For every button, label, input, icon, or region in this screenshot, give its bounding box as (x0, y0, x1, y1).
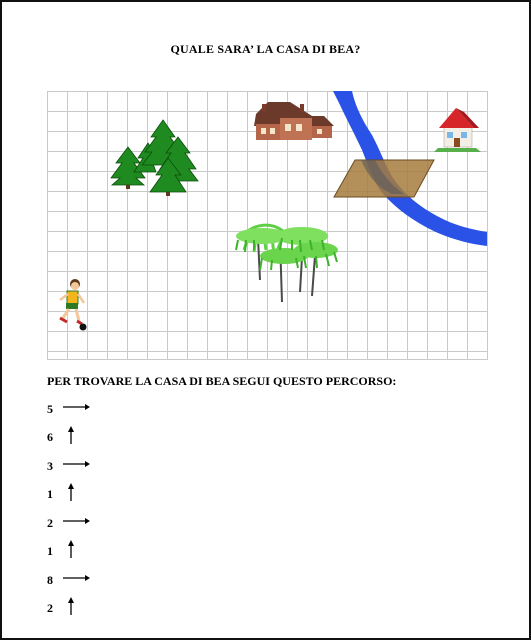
step-count: 1 (47, 487, 53, 501)
up-arrow-icon (61, 483, 91, 503)
up-arrow-icon (61, 597, 91, 617)
up-arrow-icon (61, 426, 91, 446)
step-count: 2 (47, 516, 53, 530)
step-5 (47, 516, 107, 536)
instructions-text: PER TROVARE LA CASA DI BEA SEGUI QUESTO PERCORSO: (47, 374, 397, 388)
willow-trees-icon (236, 225, 338, 302)
right-arrow-icon (61, 398, 91, 418)
up-arrow-icon (61, 540, 91, 560)
step-1 (47, 402, 107, 422)
step-count: 5 (47, 402, 53, 416)
brick-house-icon (254, 102, 334, 140)
step-2 (47, 430, 107, 450)
step-7 (47, 573, 107, 593)
right-arrow-icon (61, 569, 91, 589)
page-title: QUALE SARA’ LA CASA DI BEA? (170, 42, 361, 56)
step-count: 3 (47, 459, 53, 473)
step-4 (47, 487, 107, 507)
step-8 (47, 601, 107, 621)
red-roof-house-icon (434, 108, 481, 152)
step-6 (47, 544, 107, 564)
girl-with-ball-icon (60, 279, 87, 331)
step-count: 2 (47, 601, 53, 615)
step-count: 6 (47, 430, 53, 444)
pine-trees-icon (111, 120, 198, 196)
right-arrow-icon (61, 455, 91, 475)
step-count: 1 (47, 544, 53, 558)
step-count: 8 (47, 573, 53, 587)
step-3 (47, 459, 107, 479)
right-arrow-icon (61, 512, 91, 532)
